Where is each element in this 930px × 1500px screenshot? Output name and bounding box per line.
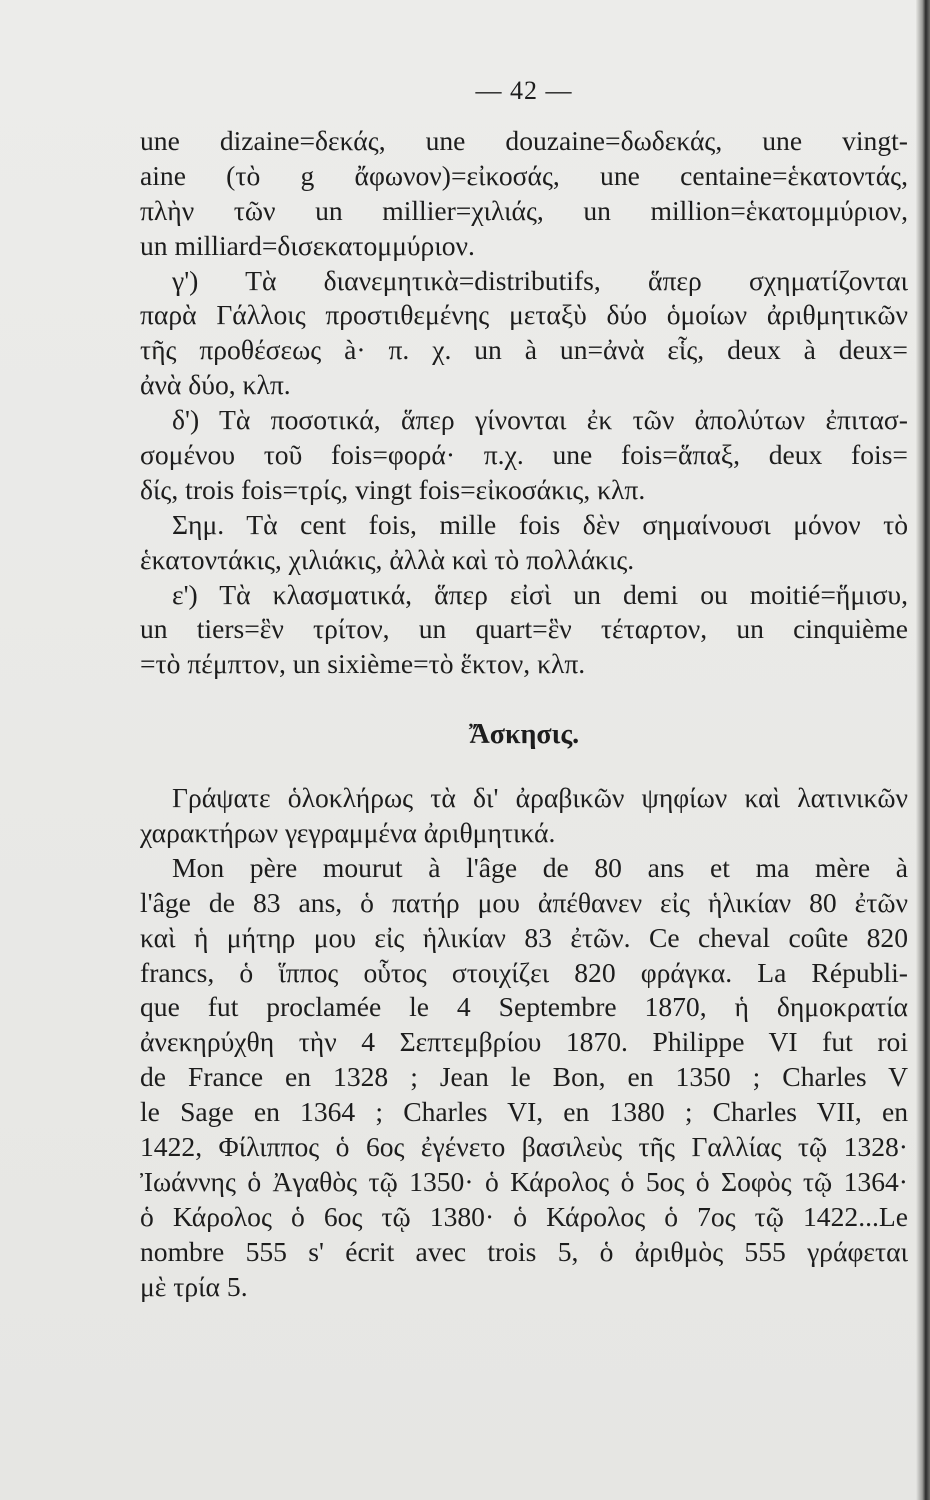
paragraph-distributives: [140, 264, 908, 404]
text-line: Mon père mourut à l'âge de 80 ans et ma mère à: [172, 851, 908, 883]
page-edge-shadow: [916, 0, 930, 1500]
text-line: le Sage en 1364 ; Charles VI, en 1380 ; Charles VII, en: [140, 1096, 908, 1128]
text-line: μὲ τρία 5.: [140, 1270, 248, 1302]
text-line: παρὰ Γάλλοις προστιθεμένης μεταξὺ δύο ὁμοίων ἀριθμητικῶν: [140, 299, 908, 331]
text-line: πλὴν τῶν un millier=χιλιάς, un million=ἑκατομμύριον,: [140, 194, 908, 226]
exercise-heading: Ἄσκησις.: [468, 719, 580, 751]
text-line: 1422, Φίλιππος ὁ 6ος ἐγένετο βασιλεὺς τῆς Γαλλίας τῷ 1328·: [140, 1131, 908, 1163]
text-line: καὶ ἡ μήτηρ μου εἰς ἡλικίαν 83 ἐτῶν. Ce cheval coûte 820: [140, 921, 908, 953]
text-line: francs, ὁ ἵππος οὗτος στοιχίζει 820 φράγκα. La Républi-: [140, 956, 908, 988]
text-line: =τὸ πέμπτον, un sixième=τὸ ἕκτον, κλπ.: [140, 648, 586, 680]
text-line: nombre 555 s' écrit avec trois 5, ὁ ἀριθμὸς 555 γράφεται: [140, 1235, 908, 1267]
paragraph-note: [140, 508, 908, 578]
text-line: un tiers=ἓν τρίτον, un quart=ἓν τέταρτον, un cinquième: [140, 613, 908, 645]
paragraph-multiplicatives: [140, 403, 908, 508]
text-line: ὁ Κάρολος ὁ 6ος τῷ 1380· ὁ Κάρολος ὁ 7ος τῷ 1422...Le: [140, 1200, 908, 1232]
text-line: aine (τὸ g ἄφωνον)=εἰκοσάς, une centaine=ἑκατοντάς,: [140, 159, 908, 191]
text-line: ἀνεκηρύχθη τὴν 4 Σεπτεμβρίου 1870. Philippe VI fut roi: [140, 1026, 908, 1058]
text-line: δίς, trois fois=τρίς, vingt fois=εἰκοσάκις, κλπ.: [140, 473, 646, 505]
text-line: Σημ. Τὰ cent fois, mille fois δὲν σημαίνουσι μόνον τὸ: [172, 508, 908, 540]
text-line: un milliard=δισεκατομμύριον.: [140, 229, 475, 261]
text-line: ἀνὰ δύο, κλπ.: [140, 369, 291, 401]
text-line: δ') Τὰ ποσοτικά, ἅπερ γίνονται ἐκ τῶν ἀπολύτων ἐπιτασ-: [172, 404, 908, 436]
text-line: ε') Τὰ κλασματικά, ἅπερ εἰσὶ un demi ou moitié=ἥμισυ,: [172, 578, 908, 610]
text-line: que fut proclamée le 4 Septembre 1870, ἡ δημοκρατία: [140, 991, 908, 1023]
paragraph-collective-numbers: [140, 124, 908, 264]
text-line: une dizaine=δεκάς, une douzaine=δωδεκάς, une vingt-: [140, 125, 908, 156]
text-line: χαρακτήρων γεγραμμένα ἀριθμητικά.: [140, 817, 556, 849]
page-number: — 42 —: [475, 76, 573, 105]
text-line: ἑκατοντάκις, χιλιάκις, ἀλλὰ καὶ τὸ πολλάκις.: [140, 543, 635, 575]
text-line: γ') Τὰ διανεμητικὰ=distributifs, ἅπερ σχηματίζονται: [172, 264, 908, 296]
exercise-instructions: [140, 781, 908, 851]
text-line: Γράψατε ὁλοκλήρως τὰ δι' ἀραβικῶν ψηφίων καὶ λατινικῶν: [172, 782, 908, 814]
text-line: de France en 1328 ; Jean le Bon, en 1350 ; Charles V: [140, 1061, 908, 1093]
exercise-text: [140, 851, 908, 1305]
book-page: [140, 70, 908, 1305]
page-body: [140, 124, 908, 1305]
text-line: Ἰωάννης ὁ Ἀγαθὸς τῷ 1350· ὁ Κάρολος ὁ 5ος ὁ Σοφὸς τῷ 1364·: [140, 1165, 908, 1197]
text-line: l'âge de 83 ans, ὁ πατήρ μου ἀπέθανεν εἰς ἡλικίαν 80 ἐτῶν: [140, 886, 908, 918]
text-line: σομένου τοῦ fois=φορά· π.χ. une fois=ἅπαξ, deux fois=: [140, 439, 908, 471]
paragraph-fractions: [140, 578, 908, 683]
text-line: τῆς προθέσεως à· π. χ. un à un=ἀνὰ εἷς, deux à deux=: [140, 334, 908, 366]
